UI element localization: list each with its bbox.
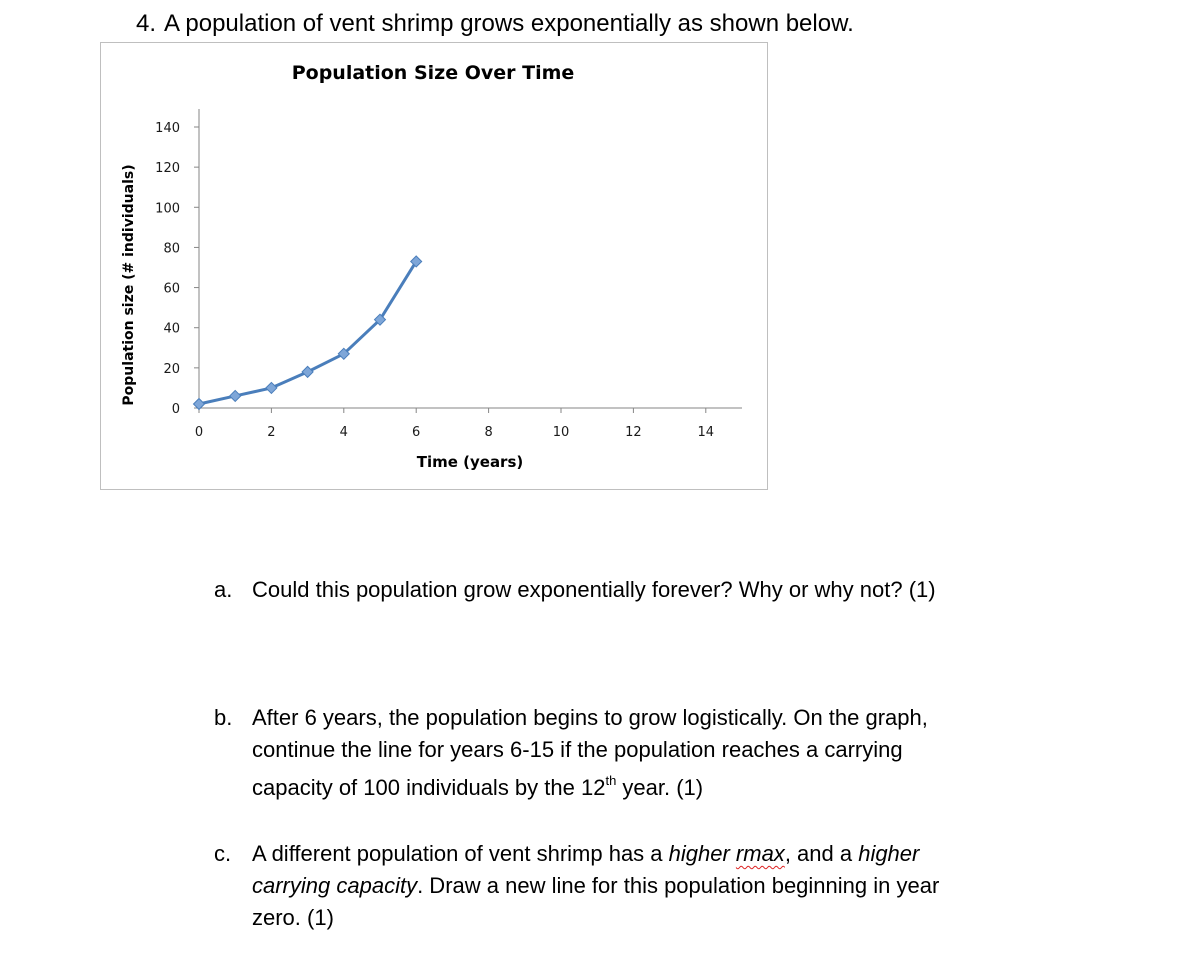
y-tick-label: 120 (155, 161, 180, 177)
y-tick-label: 0 (171, 402, 180, 417)
question-text: A population of vent shrimp grows exponentially as shown below. (164, 10, 854, 37)
x-tick-label: 8 (484, 425, 493, 440)
question-heading (136, 10, 854, 38)
part-c-line-1-pre: A different population of vent shrimp has a (252, 841, 669, 866)
part-b-line-3-pre: capacity of 100 individuals by the 12 (252, 775, 606, 800)
part-c-emphasis-higher: higher (668, 841, 736, 866)
part-c-emphasis-higher-2: higher (858, 841, 920, 866)
y-axis-label: Population size (# individuals) (121, 164, 137, 406)
x-tick-label: 10 (552, 425, 570, 440)
x-tick-label: 0 (194, 425, 204, 440)
y-tick-label: 100 (155, 201, 180, 217)
part-b-line-3 (252, 772, 928, 804)
question-number: 4. (136, 10, 157, 37)
data-point-marker (230, 390, 241, 401)
data-point-marker (302, 366, 313, 377)
x-tick-label: 12 (625, 425, 642, 440)
series-line (199, 261, 416, 404)
chart-title: Population Size Over Time (291, 62, 575, 84)
part-c-letter: c. (214, 841, 232, 866)
part-a-letter: a. (214, 577, 233, 602)
x-tick-label: 2 (267, 425, 276, 440)
y-tick-label: 60 (163, 281, 180, 297)
part-c-line-1 (252, 838, 939, 870)
part-b-line-2: continue the line for years 6-15 if the population reaches a carrying (252, 737, 903, 762)
chart-series (194, 256, 422, 410)
data-point-marker (266, 382, 277, 393)
part-b-line-1: After 6 years, the population begins to grow logistically. On the graph, (252, 705, 928, 730)
y-tick-label: 80 (163, 241, 180, 257)
part-c-rmax-term: rmax (735, 841, 785, 866)
chart-axes (155, 109, 742, 440)
y-tick-label: 40 (163, 321, 180, 337)
x-tick-label: 6 (412, 425, 421, 440)
part-c-emphasis-carrying-capacity: carrying capacity (252, 873, 418, 898)
part-c-line-2 (252, 870, 939, 902)
x-tick-label: 4 (339, 425, 348, 440)
x-tick-label: 14 (697, 425, 715, 440)
part-b-line-3-post: year. (1) (616, 775, 704, 800)
population-chart (100, 42, 768, 490)
y-tick-label: 20 (163, 361, 180, 377)
part-b-letter: b. (214, 705, 233, 730)
x-axis-label: Time (years) (416, 453, 524, 471)
part-c-line-3: zero. (1) (252, 905, 334, 930)
part-c-line-2-post: . Draw a new line for this population beginning in year (417, 873, 940, 898)
part-b-ordinal-suffix: th (605, 773, 617, 788)
chart-svg (101, 43, 769, 491)
y-tick-label: 140 (155, 121, 180, 136)
part-a-line-1: Could this population grow exponentially forever? Why or why not? (1) (252, 577, 936, 602)
part-c-line-1-mid: , and a (784, 841, 859, 866)
